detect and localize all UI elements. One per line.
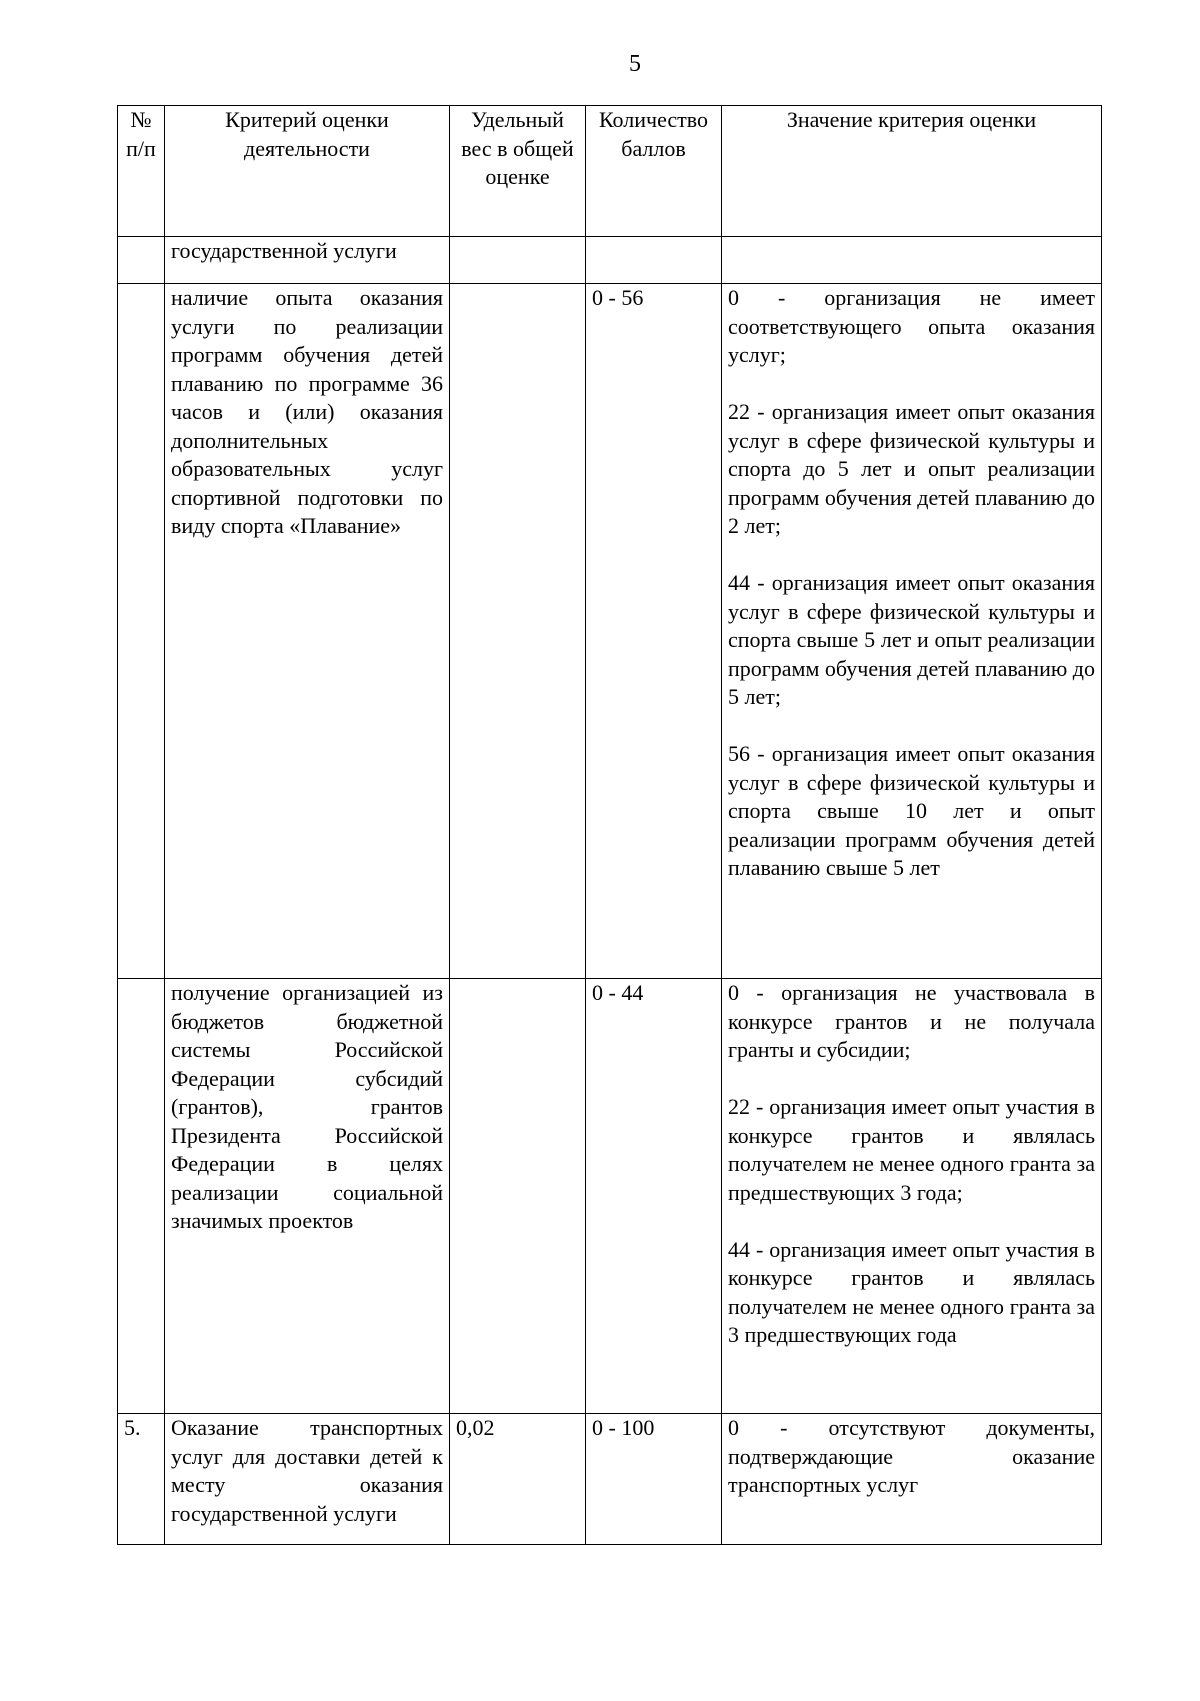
weight-cell bbox=[450, 979, 586, 1414]
points-cell: 0 - 56 bbox=[586, 284, 722, 979]
table-header-row bbox=[118, 106, 1102, 237]
criteria-table bbox=[117, 105, 1102, 1545]
page-number: 5 bbox=[629, 51, 641, 77]
header-criterion: Критерий оценки деятельности bbox=[165, 106, 450, 237]
weight-cell bbox=[450, 284, 586, 979]
value-cell bbox=[722, 1414, 1102, 1545]
value-item: 44 - организация имеет опыт участия в конкурсе грантов и являлась получателем не менее одного гранта за 3 предшествующих года bbox=[728, 1236, 1095, 1347]
header-weight: Удельный вес в общей оценке bbox=[450, 106, 586, 237]
value-cell bbox=[722, 237, 1102, 284]
value-cell bbox=[722, 979, 1102, 1414]
criterion-cell: государственной услуги bbox=[165, 237, 450, 284]
points-cell bbox=[586, 237, 722, 284]
weight-cell bbox=[450, 237, 586, 284]
header-points: Количество баллов bbox=[586, 106, 722, 237]
value-item: 0 - организация не участвовала в конкурсе грантов и не получала гранты и субсидии; bbox=[728, 980, 1095, 1062]
row-number bbox=[118, 284, 165, 979]
criterion-cell: наличие опыта оказания услуги по реализации программ обучения детей плаванию по программе 36 часов и (или) оказания дополнительных образовательных услуг спортивной подготовки по виду спорта «Плавание» bbox=[165, 284, 450, 979]
row-number: 5. bbox=[118, 1414, 165, 1545]
value-item: 44 - организация имеет опыт оказания услуг в сфере физической культуры и спорта свыше 5 лет и опыт реализации программ обучения детей плаванию до 5 лет; bbox=[728, 570, 1095, 709]
value-item: 56 - организация имеет опыт оказания услуг в сфере физической культуры и спорта свыше 10 лет и опыт реализации программ обучения детей плаванию свыше 5 лет bbox=[728, 741, 1095, 880]
points-cell: 0 - 100 bbox=[586, 1414, 722, 1545]
table-row bbox=[118, 284, 1102, 979]
value-cell bbox=[722, 284, 1102, 979]
value-item: 0 - отсутствуют документы, подтверждающие оказание транспортных услуг bbox=[728, 1415, 1095, 1497]
table-row bbox=[118, 979, 1102, 1414]
header-value: Значение критерия оценки bbox=[722, 106, 1102, 237]
header-no: № п/п bbox=[118, 106, 165, 237]
criterion-cell: Оказание транспортных услуг для доставки детей к месту оказания государственной услуги bbox=[165, 1414, 450, 1545]
value-item: 22 - организация имеет опыт оказания услуг в сфере физической культуры и спорта до 5 лет и опыт реализации программ обучения детей плаванию до 2 лет; bbox=[728, 399, 1095, 538]
points-cell: 0 - 44 bbox=[586, 979, 722, 1414]
row-number bbox=[118, 237, 165, 284]
row-number bbox=[118, 979, 165, 1414]
criterion-cell: получение организацией из бюджетов бюджетной системы Российской Федерации субсидий (грантов), грантов Президента Российской Федерации в целях реализации социальной значимых проектов bbox=[165, 979, 450, 1414]
table-row bbox=[118, 237, 1102, 284]
table-row bbox=[118, 1414, 1102, 1545]
value-item: 22 - организация имеет опыт участия в конкурсе грантов и являлась получателем не менее одного гранта за предшествующих 3 года; bbox=[728, 1094, 1095, 1205]
value-item: 0 - организация не имеет соответствующего опыта оказания услуг; bbox=[728, 285, 1095, 367]
weight-cell: 0,02 bbox=[450, 1414, 586, 1545]
